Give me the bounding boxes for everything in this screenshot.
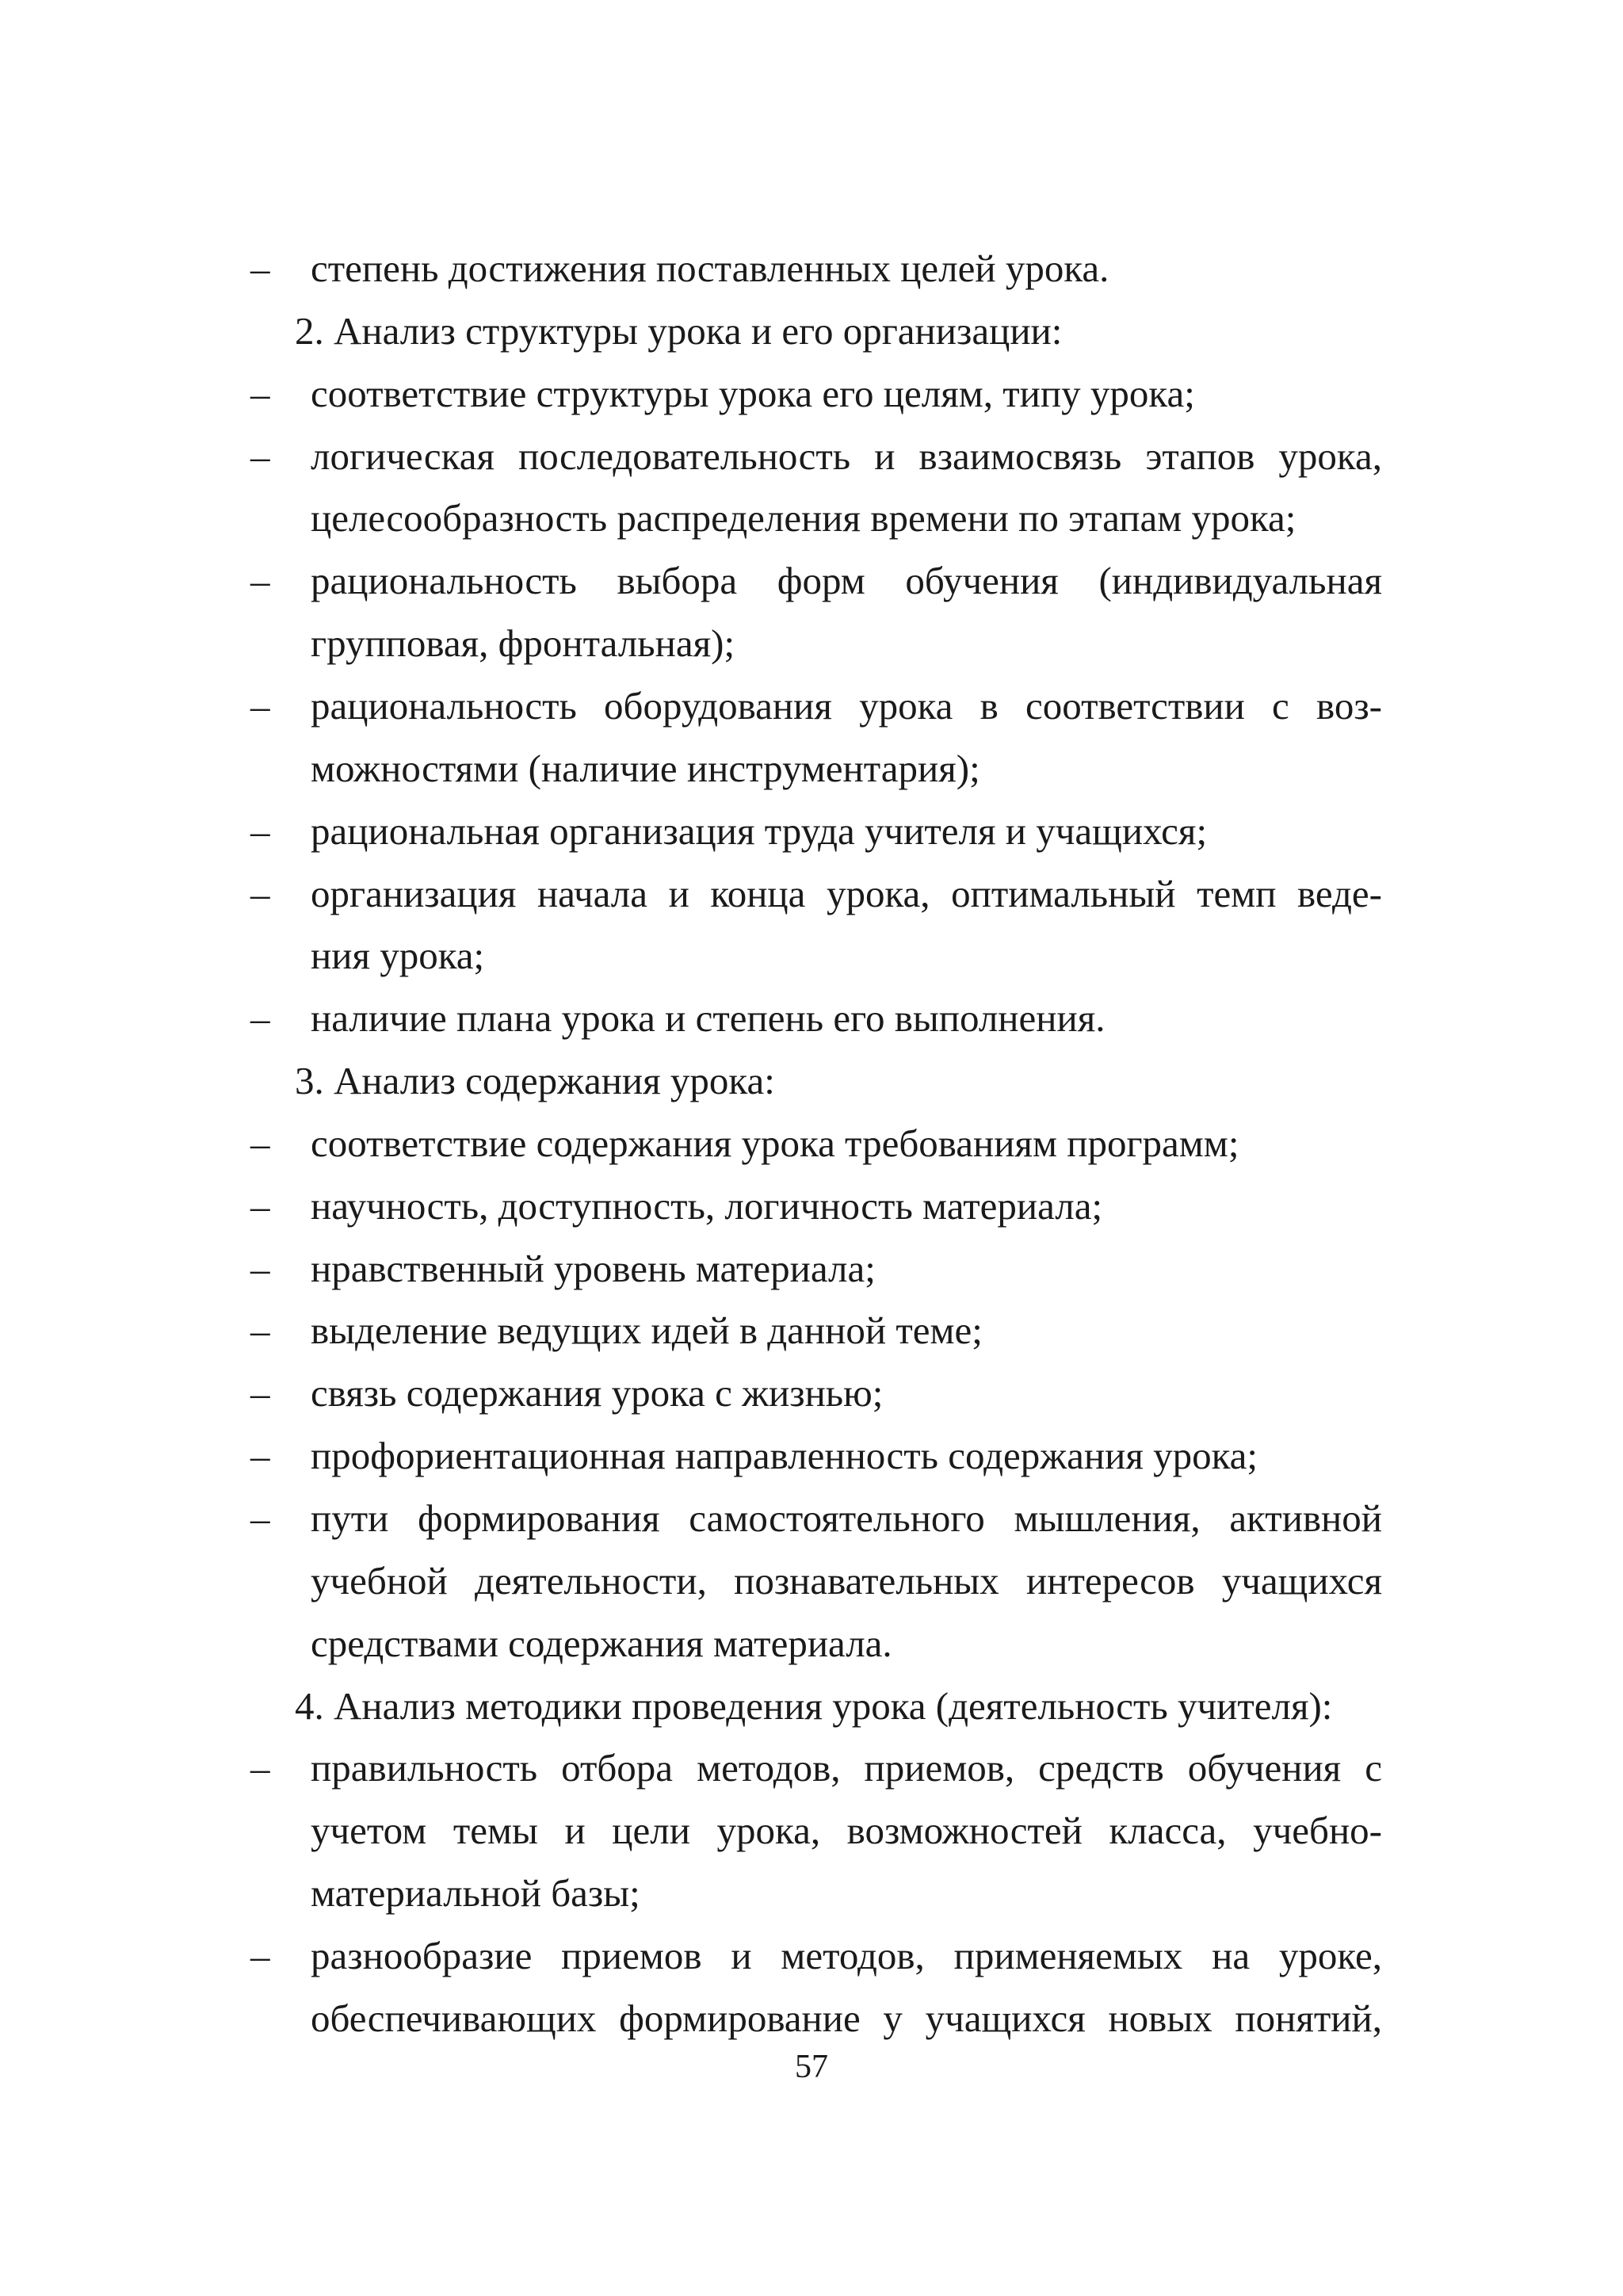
list-item-text: рациональная организация труда учителя и учащихся; bbox=[311, 808, 1208, 853]
list-item-continuation bbox=[0, 613, 1623, 674]
list-item bbox=[0, 238, 1623, 300]
list-item-text: разнообразие приемов и методов, применяемых на уроке, bbox=[311, 1933, 1382, 1977]
list-item-text: нравственный уровень материала; bbox=[311, 1246, 876, 1290]
list-item bbox=[0, 988, 1623, 1049]
dash-bullet: – bbox=[250, 871, 270, 915]
list-item-text: обеспечивающих формирование у учащихся новых понятий, bbox=[311, 1996, 1382, 2040]
list-item-text: правильность отбора методов, приемов, средств обучения с bbox=[311, 1746, 1382, 1790]
list-item-continuation bbox=[0, 487, 1623, 549]
list-item-continuation bbox=[0, 738, 1623, 800]
list-item-text: организация начала и конца урока, оптимальный темп веде- bbox=[311, 871, 1382, 915]
dash-bullet: – bbox=[250, 1246, 270, 1290]
dash-bullet: – bbox=[250, 1308, 270, 1353]
list-item bbox=[0, 863, 1623, 925]
page-number: 57 bbox=[795, 2049, 828, 2085]
list-item-text: профориентационная направленность содержания урока; bbox=[311, 1434, 1258, 1478]
list-item bbox=[0, 1925, 1623, 1987]
dash-bullet: – bbox=[250, 371, 270, 415]
section-heading bbox=[0, 300, 1623, 362]
list-item bbox=[0, 1175, 1623, 1237]
dash-bullet: – bbox=[250, 559, 270, 603]
list-item-continuation bbox=[0, 1800, 1623, 1862]
section-heading-text: 3. Анализ содержания урока: bbox=[295, 1059, 775, 1103]
list-item-continuation bbox=[0, 1988, 1623, 2050]
list-item bbox=[0, 800, 1623, 862]
list-item bbox=[0, 363, 1623, 425]
dash-bullet: – bbox=[250, 996, 270, 1041]
list-item bbox=[0, 1238, 1623, 1300]
list-item bbox=[0, 675, 1623, 737]
dash-bullet: – bbox=[250, 1746, 270, 1790]
dash-bullet: – bbox=[250, 1371, 270, 1415]
list-item-text: пути формирования самостоятельного мышления, активной bbox=[311, 1496, 1382, 1540]
list-item-text: наличие плана урока и степень его выполнения. bbox=[311, 996, 1106, 1041]
section-heading-text: 4. Анализ методики проведения урока (деятельность учителя): bbox=[295, 1683, 1333, 1728]
list-item-text: связь содержания урока с жизнью; bbox=[311, 1371, 884, 1415]
dash-bullet: – bbox=[250, 1434, 270, 1478]
list-item-text: можностями (наличие инструментария); bbox=[311, 746, 980, 790]
dash-bullet: – bbox=[250, 1183, 270, 1228]
list-item-text: учетом темы и цели урока, возможностей класса, учебно- bbox=[311, 1809, 1382, 1853]
list-item-text: рациональность выбора форм обучения (индивидуальная bbox=[311, 559, 1382, 603]
list-item-text: соответствие содержания урока требованиям программ; bbox=[311, 1121, 1239, 1165]
dash-bullet: – bbox=[250, 683, 270, 728]
list-item-continuation bbox=[0, 925, 1623, 987]
section-heading bbox=[0, 1675, 1623, 1737]
list-item-text: средствами содержания материала. bbox=[311, 1621, 892, 1665]
section-heading bbox=[0, 1050, 1623, 1112]
list-item-text: степень достижения поставленных целей урока. bbox=[311, 246, 1109, 290]
list-item-text: учебной деятельности, познавательных интересов учащихся bbox=[311, 1558, 1382, 1603]
list-item bbox=[0, 1737, 1623, 1799]
list-item bbox=[0, 1300, 1623, 1362]
list-item-text: групповая, фронтальная); bbox=[311, 621, 735, 666]
list-item bbox=[0, 1362, 1623, 1424]
list-item-text: рациональность оборудования урока в соответствии с воз- bbox=[311, 683, 1382, 728]
list-item bbox=[0, 1488, 1623, 1549]
list-item bbox=[0, 550, 1623, 612]
list-item-text: выделение ведущих идей в данной теме; bbox=[311, 1308, 983, 1353]
list-item-text: научность, доступность, логичность материала; bbox=[311, 1183, 1103, 1228]
section-heading-text: 2. Анализ структуры урока и его организации: bbox=[295, 308, 1063, 353]
list-item-text: ния урока; bbox=[311, 934, 485, 978]
list-item-continuation bbox=[0, 1613, 1623, 1675]
list-item-continuation bbox=[0, 1862, 1623, 1924]
list-item-text: соответствие структуры урока его целям, типу урока; bbox=[311, 371, 1195, 415]
dash-bullet: – bbox=[250, 434, 270, 478]
list-item-text: материальной базы; bbox=[311, 1871, 640, 1916]
dash-bullet: – bbox=[250, 1121, 270, 1165]
dash-bullet: – bbox=[250, 808, 270, 853]
dash-bullet: – bbox=[250, 1933, 270, 1977]
list-item bbox=[0, 426, 1623, 487]
list-item-text: целесообразность распределения времени по этапам урока; bbox=[311, 496, 1296, 541]
dash-bullet: – bbox=[250, 1496, 270, 1540]
list-item-continuation bbox=[0, 1550, 1623, 1612]
list-item-text: логическая последовательность и взаимосвязь этапов урока, bbox=[311, 434, 1382, 478]
dash-bullet: – bbox=[250, 246, 270, 290]
list-item bbox=[0, 1425, 1623, 1487]
list-item bbox=[0, 1113, 1623, 1175]
